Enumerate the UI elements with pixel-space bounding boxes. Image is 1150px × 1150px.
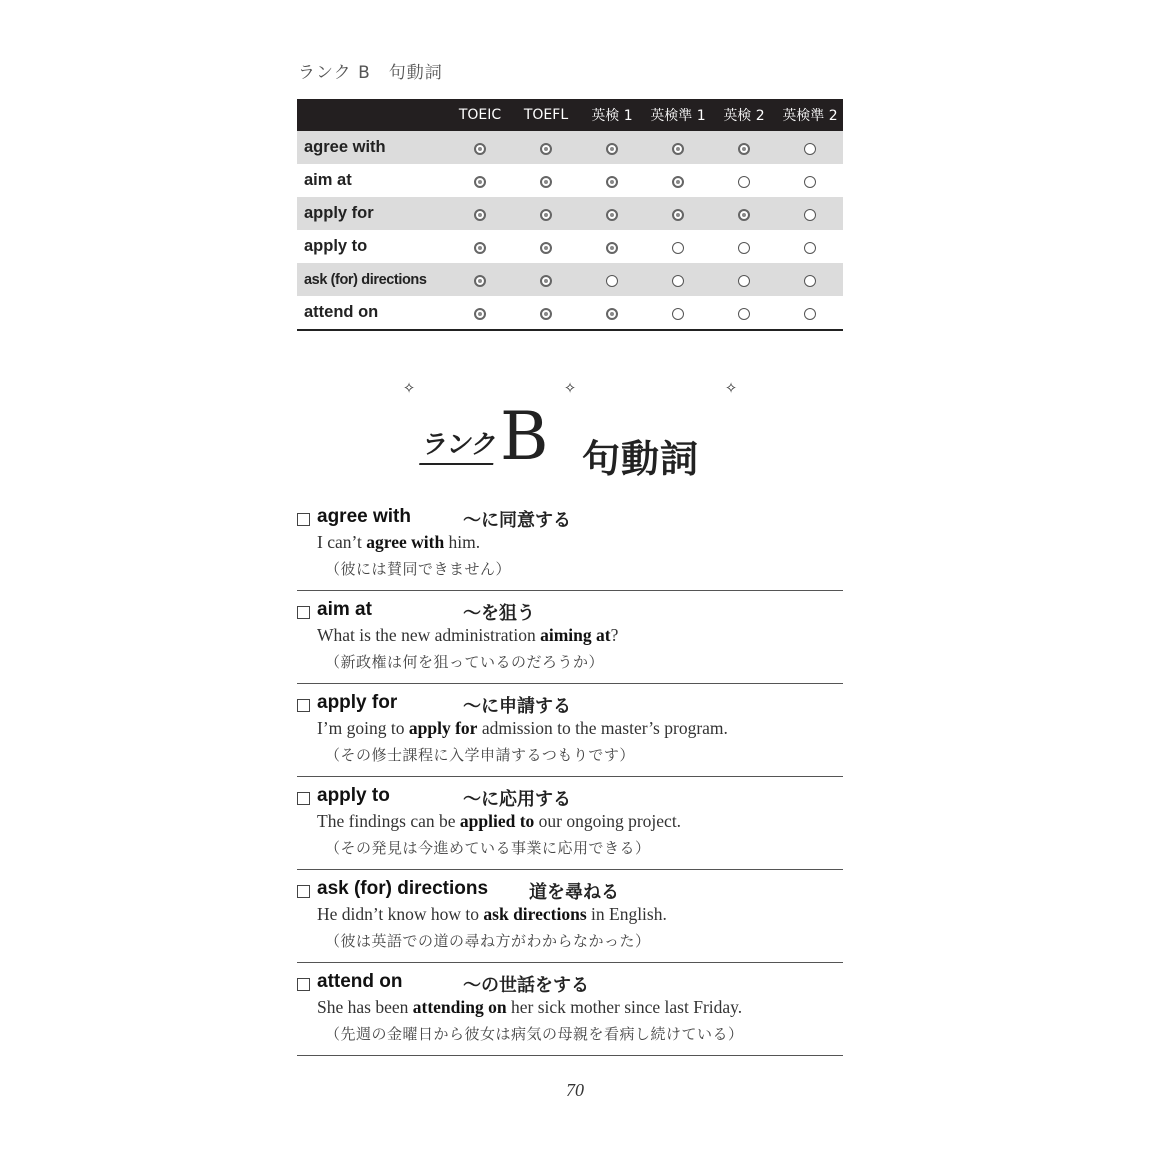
row-phrase: attend on	[304, 303, 379, 321]
double-circle-icon	[738, 143, 750, 155]
circle-icon	[804, 143, 816, 155]
mark-cell	[447, 230, 513, 263]
table-row	[297, 197, 843, 230]
entry-example	[317, 811, 681, 832]
mark-cell	[579, 131, 645, 164]
row-phrase: agree with	[297, 131, 447, 164]
double-circle-icon	[474, 209, 486, 221]
mark-cell	[645, 197, 711, 230]
example-text: her sick mother since last Friday.	[506, 997, 743, 1017]
example-text: I can’t	[317, 532, 367, 552]
example-text: him.	[444, 532, 481, 552]
mark-cell	[645, 131, 711, 164]
circle-icon	[804, 275, 816, 287]
double-circle-icon	[738, 209, 750, 221]
entry-item	[297, 965, 843, 1056]
entry-item	[297, 779, 843, 870]
double-circle-icon	[540, 275, 552, 287]
mark-cell	[711, 230, 777, 263]
entry-translation: （先週の金曜日から彼女は病気の母親を看病し続けている）	[325, 1025, 744, 1043]
mark-cell	[777, 197, 843, 230]
example-highlight: agree with	[366, 532, 445, 552]
mark-cell	[447, 296, 513, 330]
example-text: admission to the master’s program.	[477, 718, 728, 738]
entry-meaning: ～に申請する	[463, 696, 571, 717]
double-circle-icon	[672, 176, 684, 188]
diamond-ornament-icon: ✧	[563, 379, 577, 397]
row-phrase: aim at	[304, 171, 352, 189]
entry-item	[297, 686, 843, 777]
example-text: I’m going to	[317, 718, 409, 738]
mark-cell	[711, 263, 777, 296]
diamond-ornament-icon: ✧	[724, 379, 738, 397]
circle-icon	[672, 308, 684, 320]
mark-cell	[513, 164, 579, 197]
double-circle-icon	[606, 209, 618, 221]
entry-head	[297, 878, 843, 902]
example-text: ?	[610, 625, 619, 645]
double-circle-icon	[474, 176, 486, 188]
table-header-row	[297, 99, 843, 131]
double-circle-icon	[540, 143, 552, 155]
entry-item	[297, 593, 843, 684]
mark-cell	[711, 164, 777, 197]
mark-cell	[447, 197, 513, 230]
entry-meaning: ～に同意する	[463, 510, 571, 531]
entry-meaning: ～の世話をする	[463, 975, 589, 996]
row-phrase: ask (for) directions	[297, 263, 447, 296]
double-circle-icon	[606, 308, 618, 320]
entry-head	[297, 785, 843, 809]
entry-checkbox[interactable]	[297, 978, 310, 991]
example-highlight: attending on	[412, 997, 507, 1017]
example-text: What is the new administration	[317, 625, 541, 645]
mark-cell	[513, 296, 579, 330]
example-highlight: ask directions	[483, 904, 587, 924]
entry-phrase: aim at	[317, 599, 372, 620]
mark-cell	[777, 230, 843, 263]
entry-meaning: ～を狙う	[463, 603, 535, 624]
entry-meaning: 道を尋ねる	[529, 882, 619, 903]
entry-checkbox[interactable]	[297, 606, 310, 619]
mark-cell	[777, 164, 843, 197]
mark-cell	[513, 263, 579, 296]
entry-meaning: ～に応用する	[463, 789, 571, 810]
mark-cell	[777, 131, 843, 164]
circle-icon	[672, 242, 684, 254]
mark-cell	[645, 230, 711, 263]
column-header: 英検準 1	[645, 99, 711, 131]
entry-phrase: apply to	[317, 785, 390, 806]
section-title-rank-letter: B	[500, 398, 549, 475]
mark-cell	[447, 131, 513, 164]
double-circle-icon	[606, 242, 618, 254]
entry-list	[297, 500, 843, 1056]
double-circle-icon	[540, 308, 552, 320]
column-header: TOEFL	[513, 99, 579, 131]
mark-cell	[645, 164, 711, 197]
double-circle-icon	[474, 143, 486, 155]
entry-checkbox[interactable]	[297, 885, 310, 898]
example-text: in English.	[586, 904, 667, 924]
exam-frequency-table	[297, 99, 843, 331]
section-title	[419, 398, 742, 481]
diamond-ornament-icon: ✧	[402, 379, 416, 397]
entry-phrase: apply for	[317, 692, 398, 713]
entry-phrase: attend on	[317, 971, 403, 992]
entry-head	[297, 971, 843, 995]
column-header: TOEIC	[447, 99, 513, 131]
double-circle-icon	[672, 209, 684, 221]
mark-cell	[447, 263, 513, 296]
circle-icon	[804, 242, 816, 254]
entry-translation: （その修士課程に入学申請するつもりです）	[325, 746, 635, 764]
entry-example	[317, 904, 667, 925]
double-circle-icon	[606, 176, 618, 188]
double-circle-icon	[474, 308, 486, 320]
entry-head	[297, 692, 843, 716]
mark-cell	[513, 230, 579, 263]
circle-icon	[738, 275, 750, 287]
circle-icon	[738, 308, 750, 320]
circle-icon	[738, 242, 750, 254]
circle-icon	[606, 275, 618, 287]
section-title-category: 句動詞	[582, 437, 700, 481]
double-circle-icon	[474, 275, 486, 287]
mark-cell	[579, 230, 645, 263]
circle-icon	[804, 209, 816, 221]
example-text: our ongoing project.	[534, 811, 682, 831]
entry-example	[317, 625, 618, 646]
entry-translation: （彼は英語での道の尋ね方がわからなかった）	[325, 932, 651, 950]
entry-translation: （彼には賛同できません）	[325, 560, 512, 578]
entry-example	[317, 532, 480, 553]
mark-cell	[447, 164, 513, 197]
entry-head	[297, 506, 843, 530]
mark-cell	[777, 263, 843, 296]
circle-icon	[738, 176, 750, 188]
entry-phrase: agree with	[317, 506, 411, 527]
table-row	[297, 263, 843, 296]
mark-cell	[711, 131, 777, 164]
mark-cell	[579, 263, 645, 296]
column-header: 英検準 2	[777, 99, 843, 131]
example-text: She has been	[317, 997, 413, 1017]
double-circle-icon	[540, 242, 552, 254]
column-header: 英検 1	[579, 99, 645, 131]
mark-cell	[711, 296, 777, 330]
example-highlight: apply for	[408, 718, 478, 738]
mark-cell	[711, 197, 777, 230]
circle-icon	[804, 308, 816, 320]
entry-item	[297, 872, 843, 963]
mark-cell	[645, 263, 711, 296]
mark-cell	[777, 296, 843, 330]
double-circle-icon	[606, 143, 618, 155]
entry-item	[297, 500, 843, 591]
table-row	[297, 164, 843, 197]
table-row	[297, 230, 843, 263]
double-circle-icon	[672, 143, 684, 155]
column-header: 英検 2	[711, 99, 777, 131]
entry-checkbox[interactable]	[297, 792, 310, 805]
double-circle-icon	[474, 242, 486, 254]
entry-translation: （その発見は今進めている事業に応用できる）	[325, 839, 651, 857]
mark-cell	[579, 296, 645, 330]
entry-phrase: ask (for) directions	[317, 878, 489, 899]
entry-example	[317, 718, 728, 739]
entry-example	[317, 997, 742, 1018]
circle-icon	[804, 176, 816, 188]
example-text: He didn’t know how to	[317, 904, 484, 924]
running-head: ランク B 句動詞	[298, 63, 443, 83]
example-highlight: applied to	[459, 811, 535, 831]
circle-icon	[672, 275, 684, 287]
table-row	[297, 296, 843, 330]
example-text: The findings can be	[317, 811, 460, 831]
page-number: 70	[566, 1080, 584, 1100]
header-corner	[297, 99, 447, 131]
entry-checkbox[interactable]	[297, 513, 310, 526]
mark-cell	[645, 296, 711, 330]
table-row	[297, 131, 843, 164]
double-circle-icon	[540, 176, 552, 188]
entry-translation: （新政権は何を狙っているのだろうか）	[325, 653, 605, 671]
example-highlight: aiming at	[540, 625, 611, 645]
mark-cell	[513, 131, 579, 164]
section-title-rank-label: ランク	[419, 424, 499, 465]
mark-cell	[579, 197, 645, 230]
double-circle-icon	[540, 209, 552, 221]
row-phrase: apply to	[304, 237, 368, 255]
entry-checkbox[interactable]	[297, 699, 310, 712]
mark-cell	[579, 164, 645, 197]
row-phrase: apply for	[297, 197, 447, 230]
mark-cell	[513, 197, 579, 230]
entry-head	[297, 599, 843, 623]
